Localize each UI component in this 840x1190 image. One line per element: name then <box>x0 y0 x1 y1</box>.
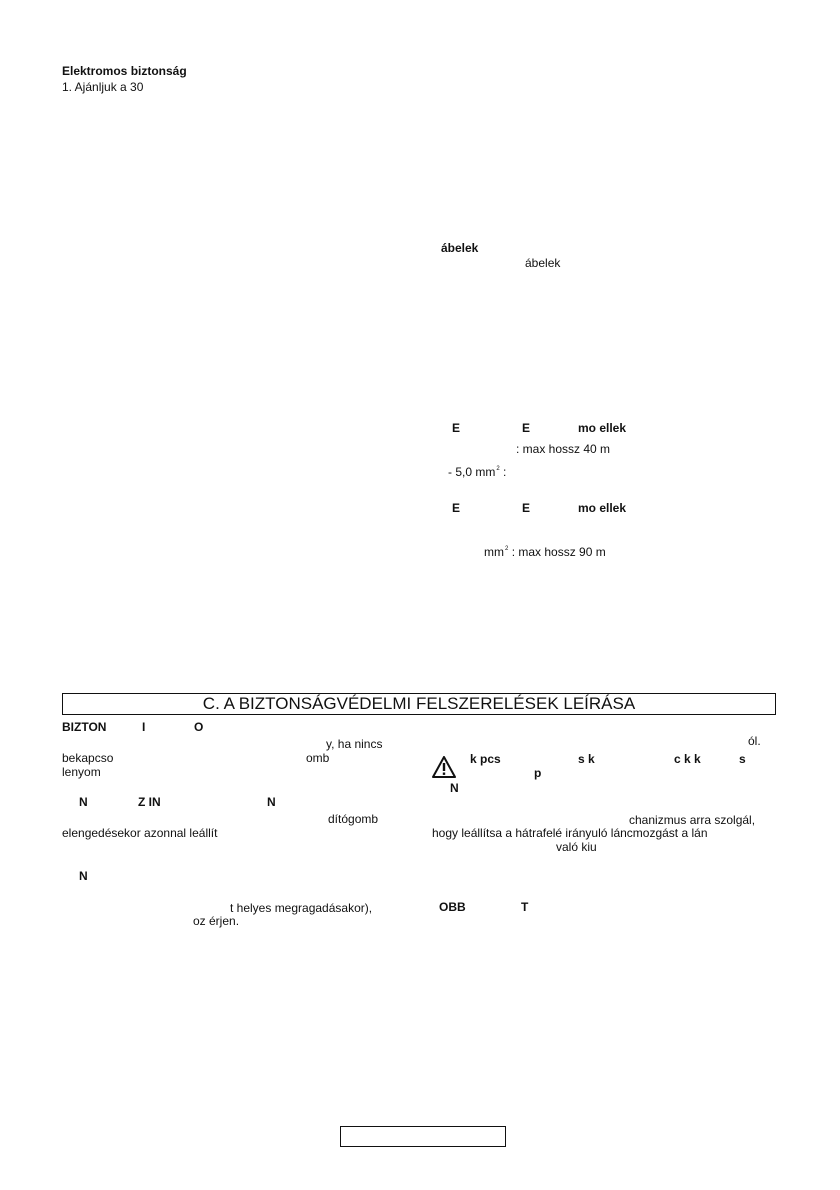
max-length-90: $mm^2$ : max hossz 90 m <box>484 545 606 559</box>
row1-label-c: mo ellek <box>578 421 627 435</box>
right-line-4: való kiu <box>556 840 597 854</box>
left-line-4: dítógomb <box>328 812 379 826</box>
warning-triangle-icon <box>432 756 456 778</box>
section-c-title: C. A BIZTONSÁGVÉDELMI FELSZERELÉSEK LEÍRÁSA <box>62 693 776 715</box>
cross-section-5mm: - 5,0 $mm^2$ : <box>448 465 507 479</box>
left-line-5: elengedésekor azonnal leállít <box>62 826 218 840</box>
right-heading-1: N <box>450 781 459 795</box>
cables-text: ábelek <box>525 256 561 270</box>
warning-word-2: s k <box>578 752 595 766</box>
left-line-3: lenyom <box>62 765 101 779</box>
warning-word-5: p <box>534 766 542 780</box>
left-line-7: oz érjen. <box>193 914 240 928</box>
cables-heading: ábelek <box>441 241 479 255</box>
left-heading2-b: Z IN <box>138 795 161 809</box>
left-line-1: y, ha nincs <box>326 737 383 751</box>
right-heading-2b: T <box>521 900 529 914</box>
right-line-1: ól. <box>748 734 761 748</box>
page-number-box <box>340 1126 506 1147</box>
left-line-2b: omb <box>306 751 330 765</box>
left-heading-c: O <box>194 720 204 734</box>
right-line-3: hogy leállítsa a hátrafelé irányuló láncmozgást a lán <box>432 826 708 840</box>
row2-label-b: E <box>522 501 531 515</box>
left-heading-b: I <box>142 720 146 734</box>
left-heading-a: BIZTON <box>62 720 107 734</box>
left-heading2-c: N <box>267 795 276 809</box>
row2-label-c: mo ellek <box>578 501 627 515</box>
row1-label-a: E <box>452 421 461 435</box>
list-item-1: 1. Ajánljuk a 30 <box>62 80 144 94</box>
left-line-6: t helyes megragadásakor), <box>230 901 373 915</box>
row1-label-b: E <box>522 421 531 435</box>
left-heading3: N <box>79 869 88 883</box>
warning-word-3: c k k <box>674 752 701 766</box>
section-heading-electrical-safety: Elektromos biztonság <box>62 64 187 78</box>
max-length-40: : max hossz 40 m <box>516 442 611 456</box>
right-heading-2a: OBB <box>439 900 466 914</box>
warning-word-1: k pcs <box>470 752 501 766</box>
left-line-2a: bekapcso <box>62 751 114 765</box>
left-heading2-a: N <box>79 795 88 809</box>
right-line-2: chanizmus arra szolgál, <box>629 813 756 827</box>
row2-label-a: E <box>452 501 461 515</box>
warning-word-4: s <box>739 752 746 766</box>
